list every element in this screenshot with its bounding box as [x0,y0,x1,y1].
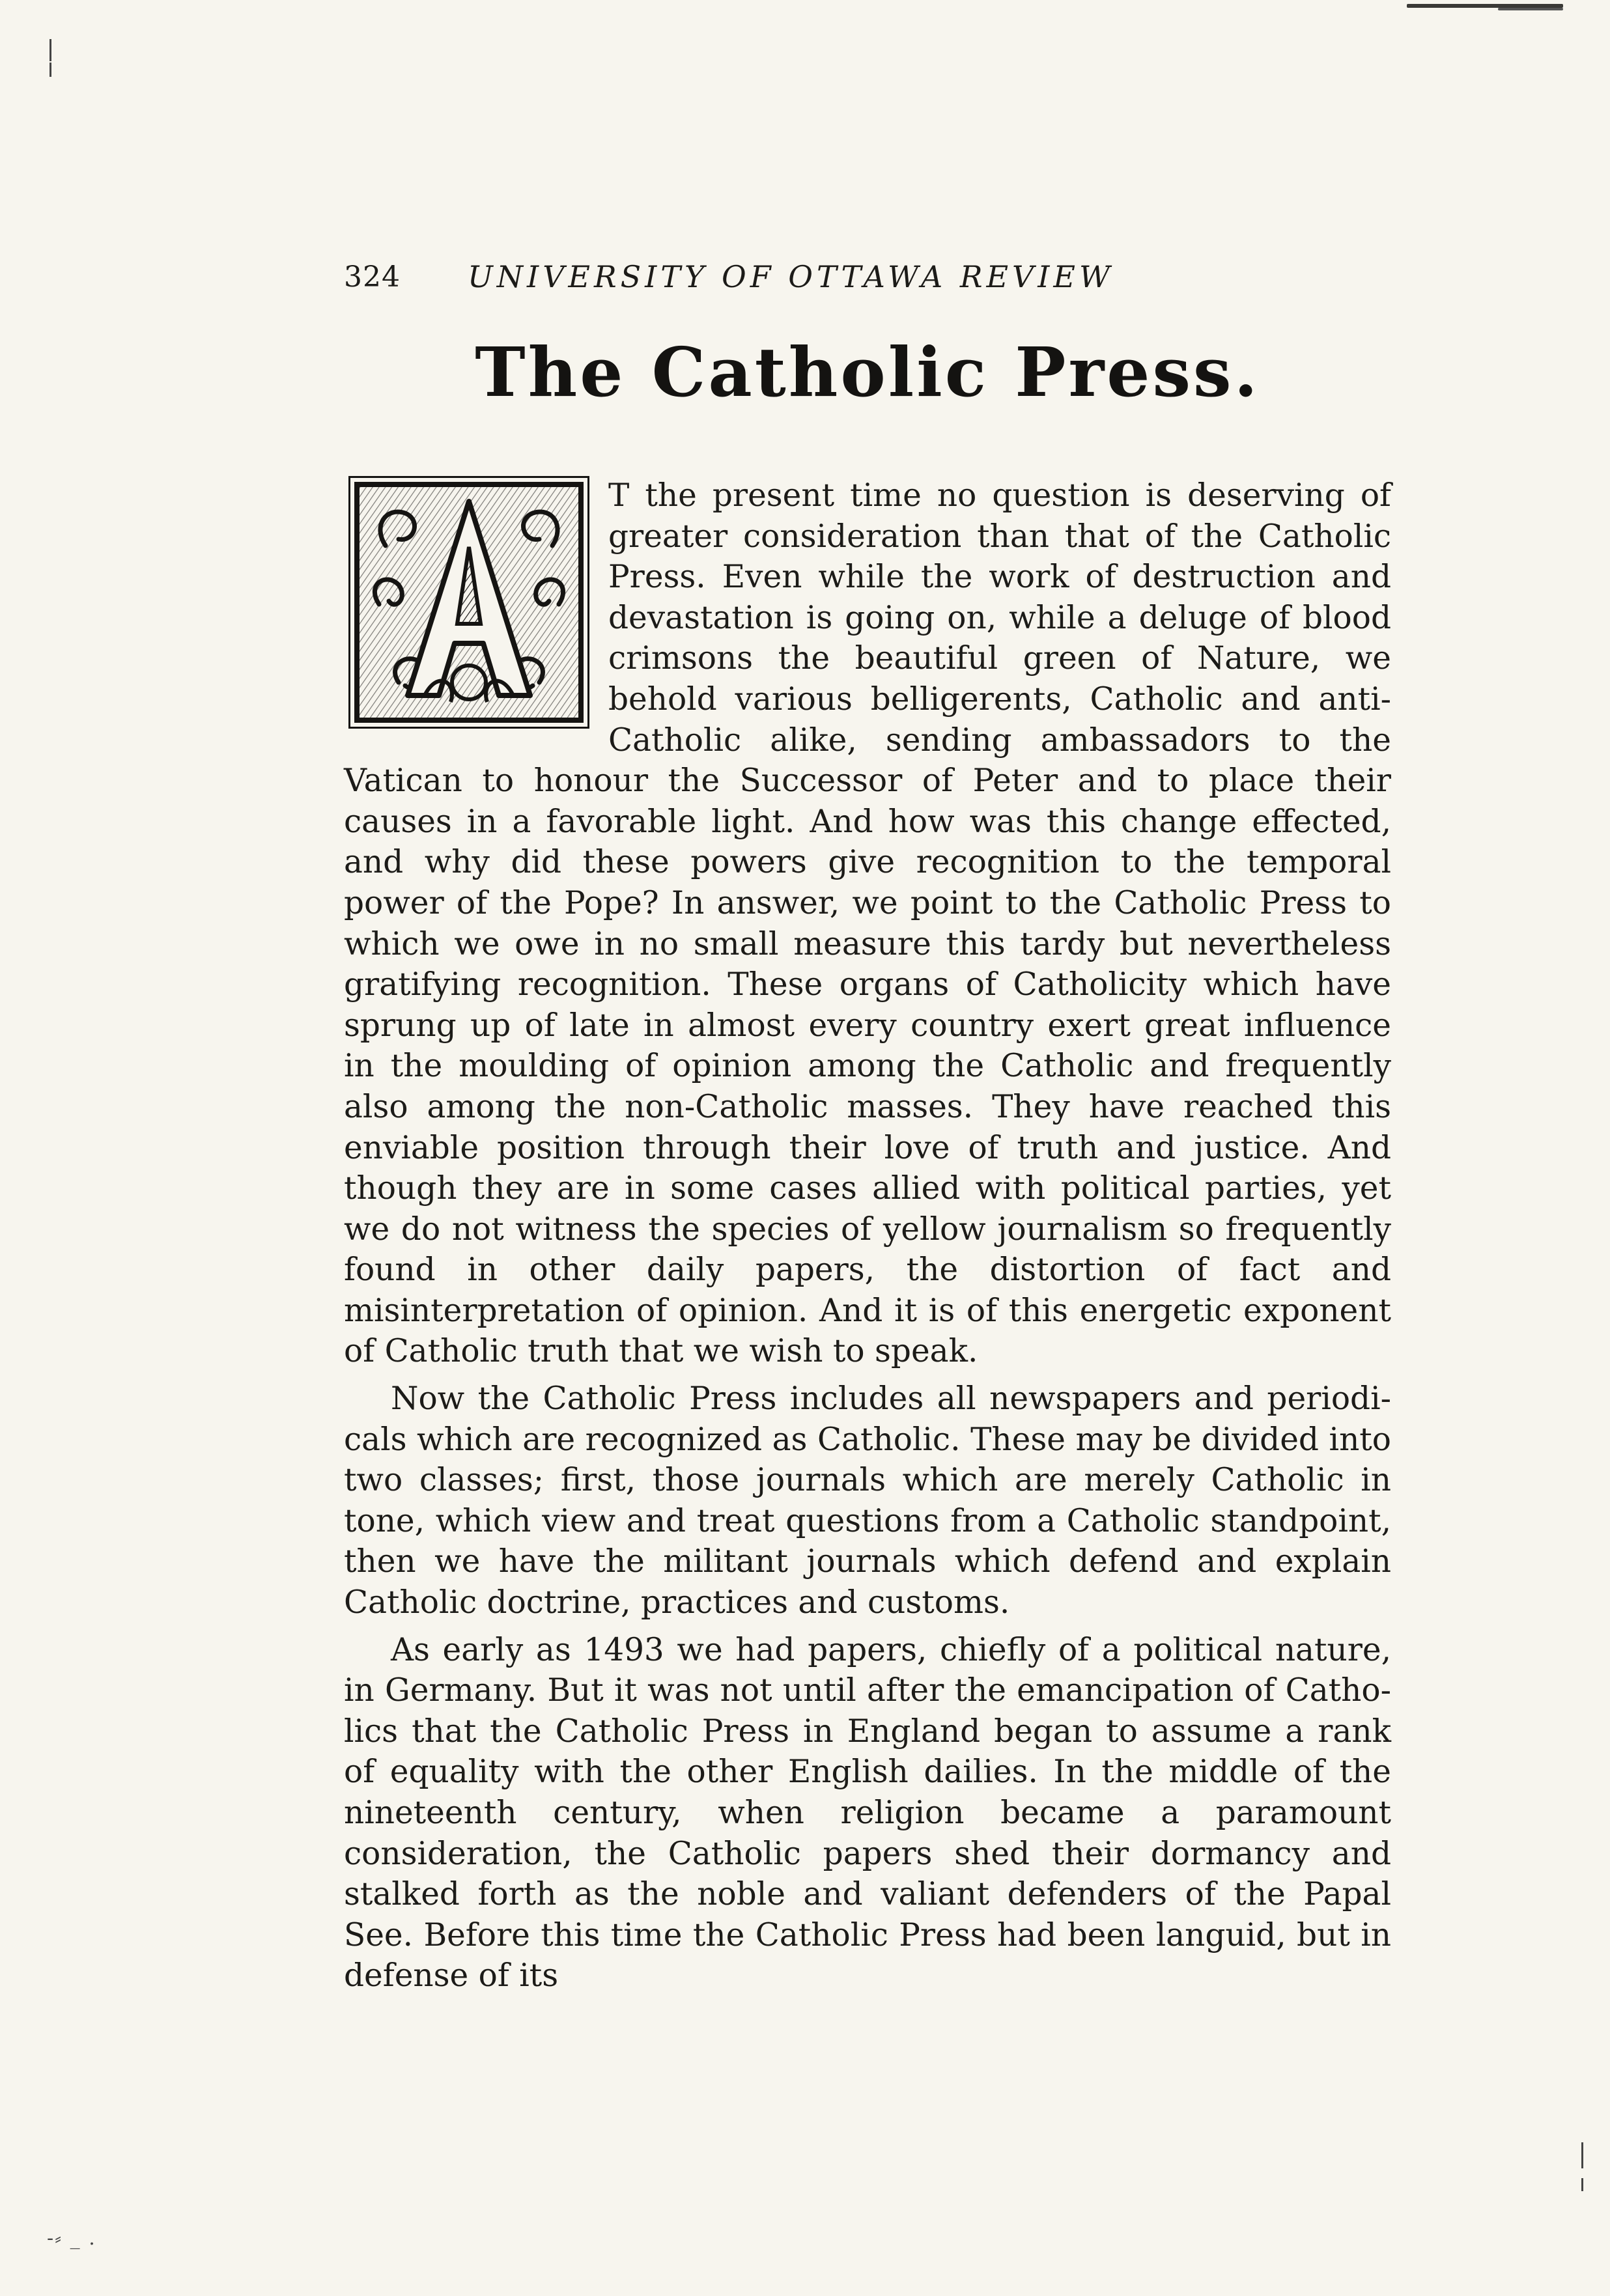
paragraph-2: Now the Catholic Press includes all newspapers and periodicals which are recognized as Catholic. These may be divided into two classes; first, those journals which are merely Catholic in tone, which view and treat questions from a Catholic standpoint, then we have the militant journals which defend and explain Catholic doctrine, practices and customs. [344,1380,1391,1621]
article-title: The Catholic Press. [475,332,1260,412]
paragraph-text: T the present time no question is deserving of greater consideration than that of the Catholic Press. Even while the work of destruction and devastation is going on, while a deluge of blood crimsons the beautiful green of Nature, we behold various belligerents, Catholic and anti-Catholic alike, sending ambassadors to the Vatican to honour the Successor of Peter and to place their causes in a favorable light. And how was this change effected, and why did these powers give recognition to the temporal power of the Pope? In answer, we point to the Catholic Press to which we owe in no small measure this tardy but nevertheless gratifying recognition. These organs of Catholicity which have sprung up of late in almost every country exert great influence in the moulding of opinion among the Catholic and frequently also among the non-Catholic masses. They have reached this enviable position through their love of truth and justice. And though they are in some cases allied with political parties, yet we do not witness the species of yellow journalism so frequently found in other daily papers, the distortion of fact and misinterpretation of opinion. And it is of this energetic exponent of Catholic truth that we wish to speak. [344,477,1391,1370]
scan-edge-tick [1581,2142,1583,2168]
scan-edge-tick [49,39,51,61]
scan-edge-mark [1498,8,1563,10]
page-number: 324 [344,260,401,294]
scan-edge-tick [49,63,51,77]
dropcap-space [344,481,608,721]
running-head: UNIVERSITY OF OTTAWA REVIEW [468,259,1114,294]
paragraph-3: As early as 1493 we had papers, chiefly of a political nature, in Germany. But it was not until after the emancipation of Catholics that the Catholic Press in England began to assume a rank of equality with the other English dailies. In the middle of the nineteenth century, when religion became a paramount consideration, the Catholic papers shed their dormancy and stalked forth as the noble and valiant defenders of the Papal See. Before this time the Catholic Press had been languid, but in defense of its [344,1631,1391,1995]
scan-corner-mark: -⸗ _ . [47,2227,96,2250]
scan-edge-tick [1581,2178,1583,2191]
article-body [344,475,1391,2003]
page-header [344,254,1386,300]
paragraph-1 [344,475,1391,1372]
